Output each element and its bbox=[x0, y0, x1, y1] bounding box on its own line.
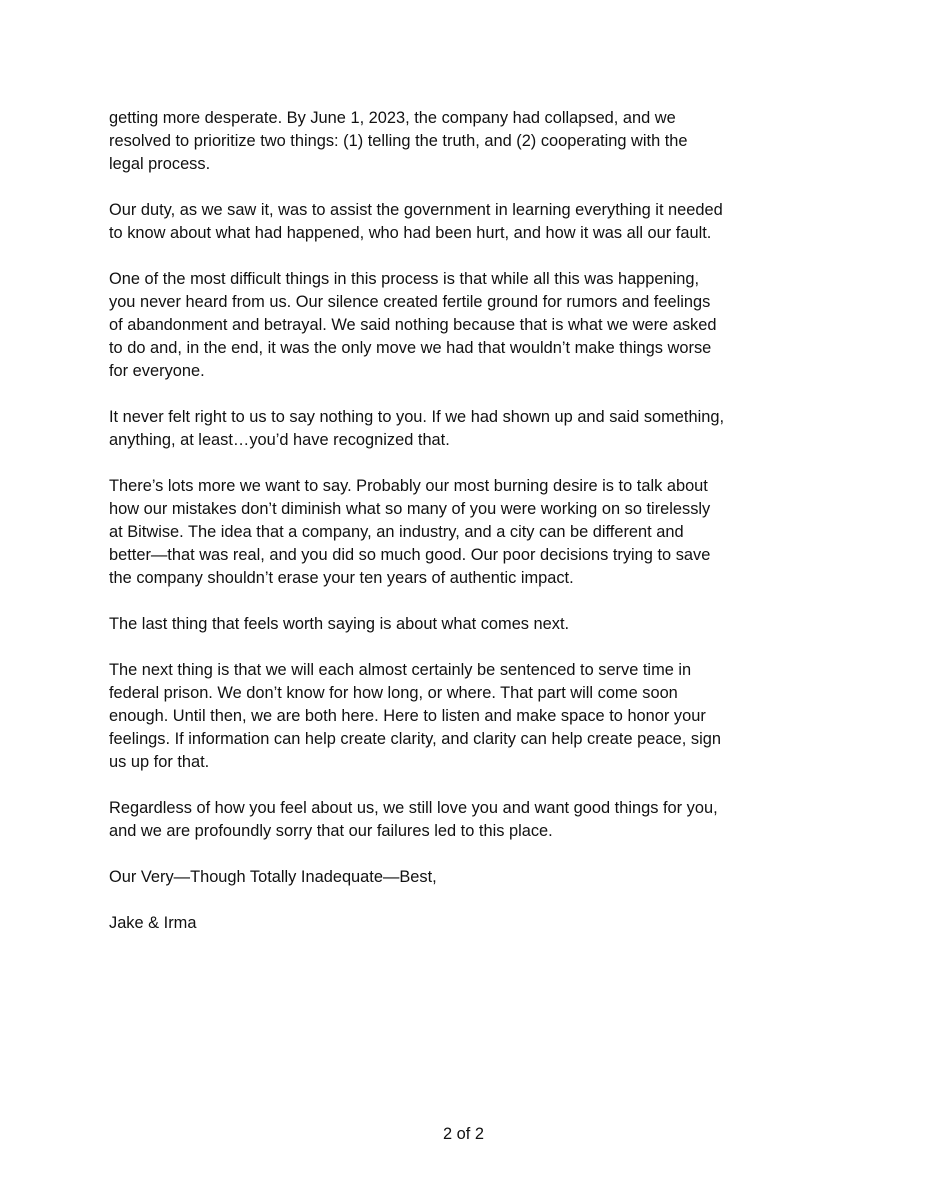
paragraph bbox=[109, 797, 824, 843]
text-line: getting more desperate. By June 1, 2023, the company had collapsed, and we bbox=[109, 109, 676, 127]
text-line: better—that was real, and you did so much good. Our poor decisions trying to save bbox=[109, 546, 711, 564]
text-line: how our mistakes don’t diminish what so many of you were working on so tirelessly bbox=[109, 500, 711, 518]
text-line: at Bitwise. The idea that a company, an industry, and a city can be different and bbox=[109, 523, 684, 541]
text-line: The next thing is that we will each almost certainly be sentenced to serve time in bbox=[109, 661, 692, 679]
signature bbox=[109, 912, 824, 935]
text-line: Our Very—Though Totally Inadequate—Best, bbox=[109, 868, 437, 886]
text-line: Jake & Irma bbox=[109, 914, 197, 932]
paragraph bbox=[109, 199, 824, 245]
text-line: It never felt right to us to say nothing to you. If we had shown up and said something, bbox=[109, 408, 725, 426]
text-line: legal process. bbox=[109, 155, 211, 173]
paragraph bbox=[109, 475, 824, 590]
text-line: Regardless of how you feel about us, we still love you and want good things for you, bbox=[109, 799, 718, 817]
text-line: and we are profoundly sorry that our failures led to this place. bbox=[109, 822, 553, 840]
text-line: feelings. If information can help create clarity, and clarity can help create peace, sign bbox=[109, 730, 721, 748]
text-line: Our duty, as we saw it, was to assist the government in learning everything it needed bbox=[109, 201, 723, 219]
text-line: The last thing that feels worth saying is about what comes next. bbox=[109, 615, 570, 633]
paragraph bbox=[109, 107, 824, 176]
text-line: the company shouldn’t erase your ten years of authentic impact. bbox=[109, 569, 574, 587]
text-line: enough. Until then, we are both here. Here to listen and make space to honor your bbox=[109, 707, 706, 725]
text-line: you never heard from us. Our silence created fertile ground for rumors and feelings bbox=[109, 293, 711, 311]
page-number: 2 of 2 bbox=[442, 1125, 484, 1143]
text-line: anything, at least…you’d have recognized that. bbox=[109, 431, 450, 449]
paragraph bbox=[109, 406, 824, 452]
paragraph bbox=[109, 268, 824, 383]
text-line: federal prison. We don’t know for how long, or where. That part will come soon bbox=[109, 684, 678, 702]
text-line: to do and, in the end, it was the only move we had that wouldn’t make things worse bbox=[109, 339, 712, 357]
text-line: us up for that. bbox=[109, 753, 210, 771]
text-line: to know about what had happened, who had been hurt, and how it was all our fault. bbox=[109, 224, 712, 242]
text-line: There’s lots more we want to say. Probably our most burning desire is to talk about bbox=[109, 477, 708, 495]
letter-body bbox=[109, 107, 824, 958]
sign-off bbox=[109, 866, 824, 889]
paragraph bbox=[109, 659, 824, 774]
text-line: of abandonment and betrayal. We said nothing because that is what we were asked bbox=[109, 316, 717, 334]
text-line: resolved to prioritize two things: (1) telling the truth, and (2) cooperating with the bbox=[109, 132, 688, 150]
text-line: One of the most difficult things in this process is that while all this was happening, bbox=[109, 270, 700, 288]
text-line: for everyone. bbox=[109, 362, 205, 380]
paragraph bbox=[109, 613, 824, 636]
